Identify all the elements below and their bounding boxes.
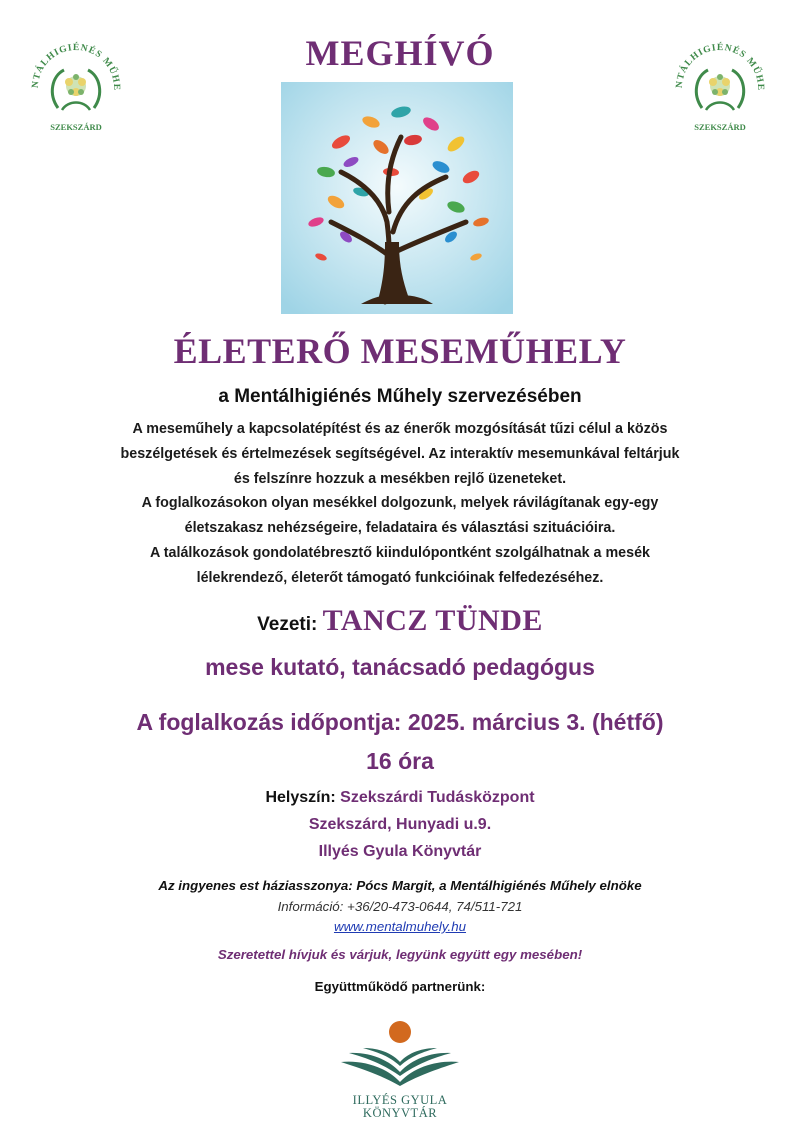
event-description <box>0 417 800 591</box>
location-library: Illyés Gyula Könyvtár <box>318 843 482 860</box>
library-name-line1: ILLYÉS GYULA <box>352 1093 448 1107</box>
contact-info: Információ: +36/20-473-0644, 74/511-721 <box>277 899 523 914</box>
description-line: életszakasz nehézségeire, feladataira és választási szituációira. <box>184 520 616 537</box>
location-venue: Szekszárdi Tudásközpont <box>340 789 535 806</box>
host-line: Az ingyenes est háziasszonya: Pócs Margit, a Mentálhigiénés Műhely elnöke <box>158 878 642 893</box>
partner-label: Együttműködő partnerünk: <box>314 979 486 994</box>
logo-city-text: SZEKSZÁRD <box>694 122 746 132</box>
website-link[interactable]: www.mentalmuhely.hu <box>333 919 467 934</box>
description-line: lélekrendező, életerőt támogató funkcióinak felfedezéséhez. <box>196 569 604 586</box>
logo-arc-text: NTÁLHIGIÉNÉS MŰHE <box>674 42 766 92</box>
organizer-line: a Mentálhigiénés Műhely szervezésében <box>218 386 582 407</box>
leader-role: mese kutató, tanácsadó pedagógus <box>205 654 595 680</box>
description-line: A meseműhely a kapcsolatépítést és az énerők mozgósítását tűzi célul a közös <box>132 421 668 437</box>
leader-line <box>0 604 800 638</box>
library-name-line2: KÖNYVTÁR <box>362 1106 438 1120</box>
description-line: A találkozások gondolatébresztő kiindulópontként szolgálhatnak a mesék <box>150 544 650 561</box>
location-address: Szekszárd, Hunyadi u.9. <box>308 816 492 833</box>
location-label: Helyszín: <box>265 789 336 806</box>
tree-illustration <box>281 82 513 314</box>
leader-name: TANCZ TÜNDE <box>322 604 543 637</box>
leader-label: Vezeti: <box>257 614 318 635</box>
library-logo <box>337 1016 463 1096</box>
invitation-slogan: Szeretettel hívjuk és várjuk, legyünk együtt egy mesében! <box>217 947 583 962</box>
description-line: A foglalkozásokon olyan mesékkel dolgozunk, melyek rávilágítanak egy-egy <box>141 495 659 512</box>
page-title: MEGHÍVÓ <box>305 33 495 73</box>
location-block <box>0 784 800 865</box>
library-name <box>0 1094 800 1120</box>
event-hour: 16 óra <box>366 748 434 774</box>
logo-city-text: SZEKSZÁRD <box>50 122 102 132</box>
description-line: beszélgetések és értelmezések segítségével. Az interaktív mesemunkával feltárjuk <box>120 445 680 462</box>
logo-arc-text: NTÁLHIGIÉNÉS MŰHE <box>30 42 122 92</box>
event-title: ÉLETERŐ MESEMŰHELY <box>173 331 627 371</box>
description-line: és felszínre hozzuk a mesékben rejlő üzeneteket. <box>233 470 567 487</box>
event-date: A foglalkozás időpontja: 2025. március 3. (hétfő) <box>136 709 664 735</box>
